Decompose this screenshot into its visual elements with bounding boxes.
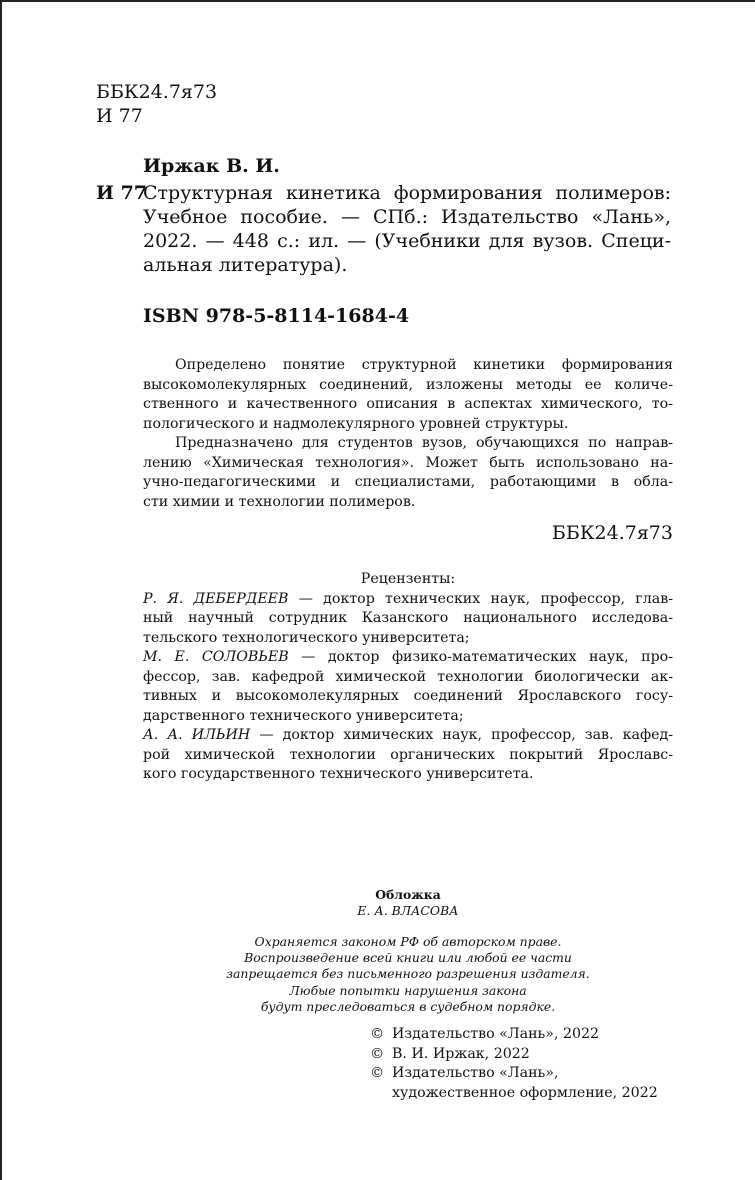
cover-author: Е. А. ВЛАСОВА bbox=[357, 903, 459, 919]
reviewer-line: кого государственного технического университета. bbox=[143, 766, 534, 782]
copyright-line: © В. И. Иржак, 2022 bbox=[370, 1045, 675, 1065]
abstract-line: высокомолекулярных соединений, изложены методы ее количе- bbox=[143, 376, 673, 393]
reviewers-title: Рецензенты: bbox=[360, 571, 456, 587]
index-code: И 77 bbox=[96, 105, 143, 127]
copyright-symbol: © bbox=[370, 1045, 385, 1062]
reviewer-line: рой химической технологии органических покрытий Ярославс- bbox=[143, 746, 673, 763]
legal-notice bbox=[143, 934, 673, 1015]
author-name: Иржак В. И. bbox=[143, 155, 280, 177]
bbk-header-block bbox=[96, 80, 217, 128]
abstract-line: пологического и надмолекулярного уровней структуры. bbox=[143, 415, 569, 432]
reviewer-name: А. А. ИЛЬИН bbox=[143, 727, 251, 743]
abstract-line: лению «Химическая технология». Может быть использовано на- bbox=[143, 454, 673, 471]
abstract-line: учно-педагогическими и специалистами, работающими в обла- bbox=[143, 474, 673, 490]
title-line: 2022. — 448 с.: ил. — (Учебники для вузов. Специ- bbox=[143, 230, 671, 252]
notice-line: Воспроизведение всей книги или любой ее части bbox=[244, 950, 572, 966]
copyrights-block bbox=[370, 1025, 675, 1103]
reviewers-block bbox=[143, 570, 673, 785]
page-frame-top bbox=[0, 0, 755, 2]
reviewer-name: М. Е. СОЛОВЬЕВ bbox=[143, 649, 289, 665]
abstract bbox=[143, 356, 673, 512]
copyright-line: © Издательство «Лань», bbox=[370, 1064, 675, 1084]
reviewer-line: фессор, зав. кафедрой химической технологии биологически ак- bbox=[143, 668, 673, 685]
title-line: Учебное пособие. — СПб.: Издательство «Лань», bbox=[143, 206, 671, 228]
reviewer-line: Р. Я. ДЕБЕРДЕЕВ — доктор технических наук, профессор, глав- bbox=[143, 590, 673, 607]
entry-code: И 77 bbox=[96, 182, 148, 204]
copyright-line bbox=[370, 1084, 675, 1104]
reviewer-line: ный научный сотрудник Казанского национального исследова- bbox=[143, 610, 673, 626]
copyright-continuation: художественное оформление, 2022 bbox=[392, 1084, 658, 1101]
bbk-footer: ББК24.7я73 bbox=[551, 522, 673, 544]
reviewer-line: дарственного технического университета; bbox=[143, 707, 464, 724]
page-frame-left bbox=[0, 0, 2, 1180]
abstract-line: сти химии и технологии полимеров. bbox=[143, 493, 416, 510]
cover-label: Обложка bbox=[375, 887, 441, 902]
cover-credit bbox=[143, 887, 673, 919]
isbn: ISBN 978-5-8114-1684-4 bbox=[143, 305, 410, 327]
copyright-symbol: © bbox=[370, 1026, 385, 1042]
reviewer-line: тивных и высокомолекулярных соединений Ярославского госу- bbox=[143, 688, 673, 704]
bibliographic-description bbox=[143, 181, 671, 277]
title-line: альная литература). bbox=[143, 254, 348, 276]
reviewer-name: Р. Я. ДЕБЕРДЕЕВ bbox=[143, 590, 289, 607]
copyright-line: © Издательство «Лань», 2022 bbox=[370, 1025, 675, 1045]
copyright-symbol: © bbox=[370, 1065, 385, 1081]
bbk-header: ББК24.7я73 bbox=[96, 81, 218, 103]
notice-line: Охраняется законом РФ об авторском праве. bbox=[254, 934, 562, 949]
abstract-line: ственного и качественного описания в аспектах химического, то- bbox=[143, 396, 673, 412]
title-line: Структурная кинетика формирования полимеров: bbox=[143, 182, 671, 204]
reviewer-line: М. Е. СОЛОВЬЕВ — доктор физико-математических наук, про- bbox=[143, 649, 673, 665]
notice-line: будут преследоваться в судебном порядке. bbox=[260, 998, 556, 1014]
abstract-line: Предназначено для студентов вузов, обучающихся по направ- bbox=[175, 435, 673, 451]
reviewer-line: тельского технологического университета; bbox=[143, 629, 470, 646]
reviewer-line: А. А. ИЛЬИН — доктор химических наук, профессор, зав. кафед- bbox=[143, 727, 673, 743]
notice-line: Любые попытки нарушения закона bbox=[289, 982, 527, 998]
notice-line: запрещается без письменного разрешения издателя. bbox=[226, 966, 590, 982]
abstract-line: Определено понятие структурной кинетики формирования bbox=[175, 357, 673, 373]
